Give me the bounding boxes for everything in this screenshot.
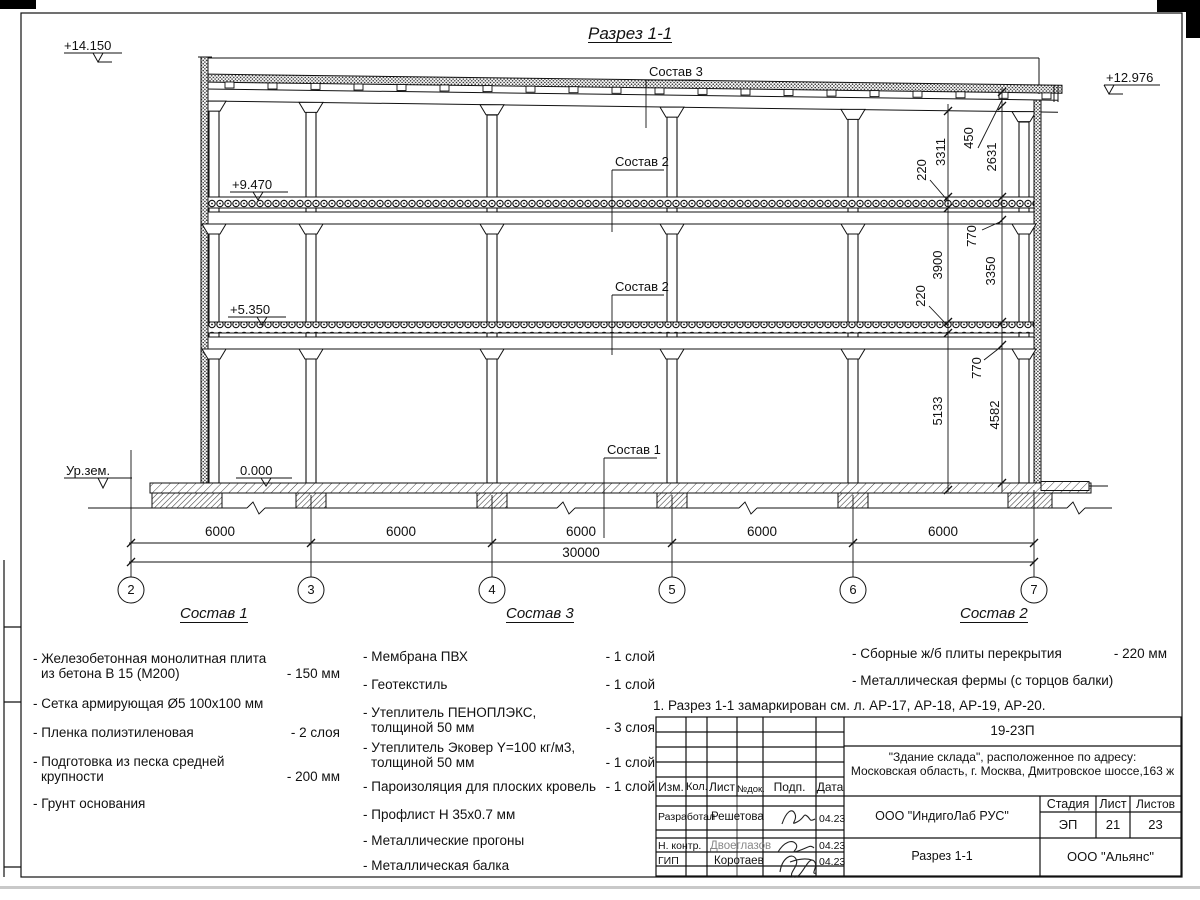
ground [88,482,1112,515]
vdim-220a: 220 [914,159,929,181]
composition-1-heading: Состав 1 [180,605,248,622]
vdim-3311: 3311 [933,138,948,166]
composition-2-heading: Состав 2 [960,605,1028,622]
list-item: - Утеплитель Эковер Y=100 кг/м3, толщиной 50 мм - 1 слой [363,740,655,770]
vdim-5133: 5133 [930,396,945,426]
dim-span-3: 6000 [565,524,597,539]
tb-col-ndok: №док. [737,784,765,795]
scan-edge [0,886,1200,889]
axis-bubble-4: 4 [488,582,496,597]
tb-sheets-label: Листов [1136,797,1175,811]
tb-col-data: Дата [816,780,844,794]
list-item: - Подготовка из песка средней крупности - 200 мм [33,754,340,784]
tb-name-2: Двоеглазов [710,840,772,852]
list-item: - Мембрана ПВХ - 1 слой [363,649,655,664]
tb-date-3: 04.23 [819,856,846,868]
sheet-note: 1. Разрез 1-1 замаркирован см. л. АР-17, АР-18, АР-19, АР-20. [653,698,1046,713]
tb-drawing-name: Разрез 1-1 [911,849,973,863]
tb-project-line1: "Здание склада", расположенное по адресу: [888,750,1137,764]
vdim-3900: 3900 [930,250,945,280]
tb-role-1: Разработал [658,811,716,823]
tb-name-1: Решетова [711,811,764,823]
tb-name-3: Коротаев [714,855,764,867]
list-item: - Железобетонная монолитная плита из бетона В 15 (М200) - 150 мм [33,651,340,681]
roof [198,57,1062,122]
ground-level-label: Ур.зем. [66,463,111,478]
tb-project-line2: Московская область, г. Москва, Дмитровское шоссе,163 ж [850,764,1175,778]
floor-2 [202,197,1036,234]
callout-floor1: Состав 2 [615,279,669,294]
vdim-4582: 4582 [987,400,1002,430]
callout-leaders [604,80,700,538]
tb-col-izm: Изм. [658,780,684,794]
elevation-top-right: +12.976 [1106,70,1154,85]
list-item: - Геотекстиль - 1 слой [363,677,655,692]
vdim-3350: 3350 [983,256,998,286]
elevation-floor1: +5.350 [230,302,271,317]
tb-col-podp: Подп. [773,780,806,794]
tb-sheets-value: 23 [1148,817,1163,832]
dim-span-2: 6000 [385,524,417,539]
list-item: - Металлические прогоны [363,833,525,848]
axis-bubble-6: 6 [849,582,857,597]
list-item: - Пленка полиэтиленовая - 2 слоя [33,725,340,740]
list-item: - Пароизоляция для плоских кровель - 1 слой [363,779,655,794]
tb-role-2: Н. контр. [658,840,702,852]
tb-sheet-value: 21 [1105,817,1121,832]
floor-1 [202,322,1036,359]
dim-span-1: 6000 [204,524,236,539]
list-item: - Грунт основания [33,796,146,811]
dim-span-4: 6000 [746,524,778,539]
dim-span-5: 6000 [927,524,959,539]
list-item: - Металлическая балка [363,858,510,873]
tb-date-1: 04.23 [819,813,846,825]
tb-doc-number: 19-23П [990,723,1035,738]
elevation-top-left: +14.150 [64,38,112,53]
composition-3-heading: Состав 3 [506,605,574,622]
axis-bubble-5: 5 [668,582,676,597]
vdim-770b: 770 [969,357,984,379]
axis-bubble-3: 3 [307,582,315,597]
elevation-zero: 0.000 [240,463,273,478]
tb-col-list: Лист [708,780,736,794]
drawing-title: Разрез 1-1 [588,24,673,43]
roof-capitals [202,101,1036,122]
tb-date-2: 04.23 [819,840,846,852]
signatures [778,811,816,877]
tb-org: ООО "ИндигоЛаб РУС" [875,809,1009,823]
callout-floor2: Состав 2 [615,154,669,169]
callout-ground: Состав 1 [607,442,661,457]
list-item: - Утеплитель ПЕНОПЛЭКС, толщиной 50 мм - 3 слоя [363,705,655,735]
list-item: - Металлическая фермы (с торцов балки) [852,673,1114,688]
elevation-floor2: +9.470 [232,177,273,192]
tb-stage-label: Стадия [1046,797,1090,811]
list-item: - Сетка армирующая Ø5 100х100 мм [33,696,264,711]
tb-role-3: ГИП [658,855,679,867]
callout-roof: Состав 3 [649,64,703,79]
vdim-220b: 220 [913,285,928,307]
axis-bubble-7: 7 [1030,582,1038,597]
tb-customer: ООО "Альянс" [1067,849,1154,864]
vdim-770a: 770 [964,225,979,247]
tb-col-kol: Кол. [686,781,708,793]
list-item: - Сборные ж/б плиты перекрытия - 220 мм [852,646,1167,661]
list-item: - Профлист Н 35х0.7 мм [363,807,516,822]
axis-bubble-2: 2 [127,582,135,597]
tb-stage-value: ЭП [1058,817,1078,832]
vdim-450: 450 [961,127,976,149]
tb-sheet-label: Лист [1099,797,1127,811]
dim-total: 30000 [562,545,600,560]
ground-line [88,502,1112,514]
vdim-2631: 2631 [984,142,999,172]
